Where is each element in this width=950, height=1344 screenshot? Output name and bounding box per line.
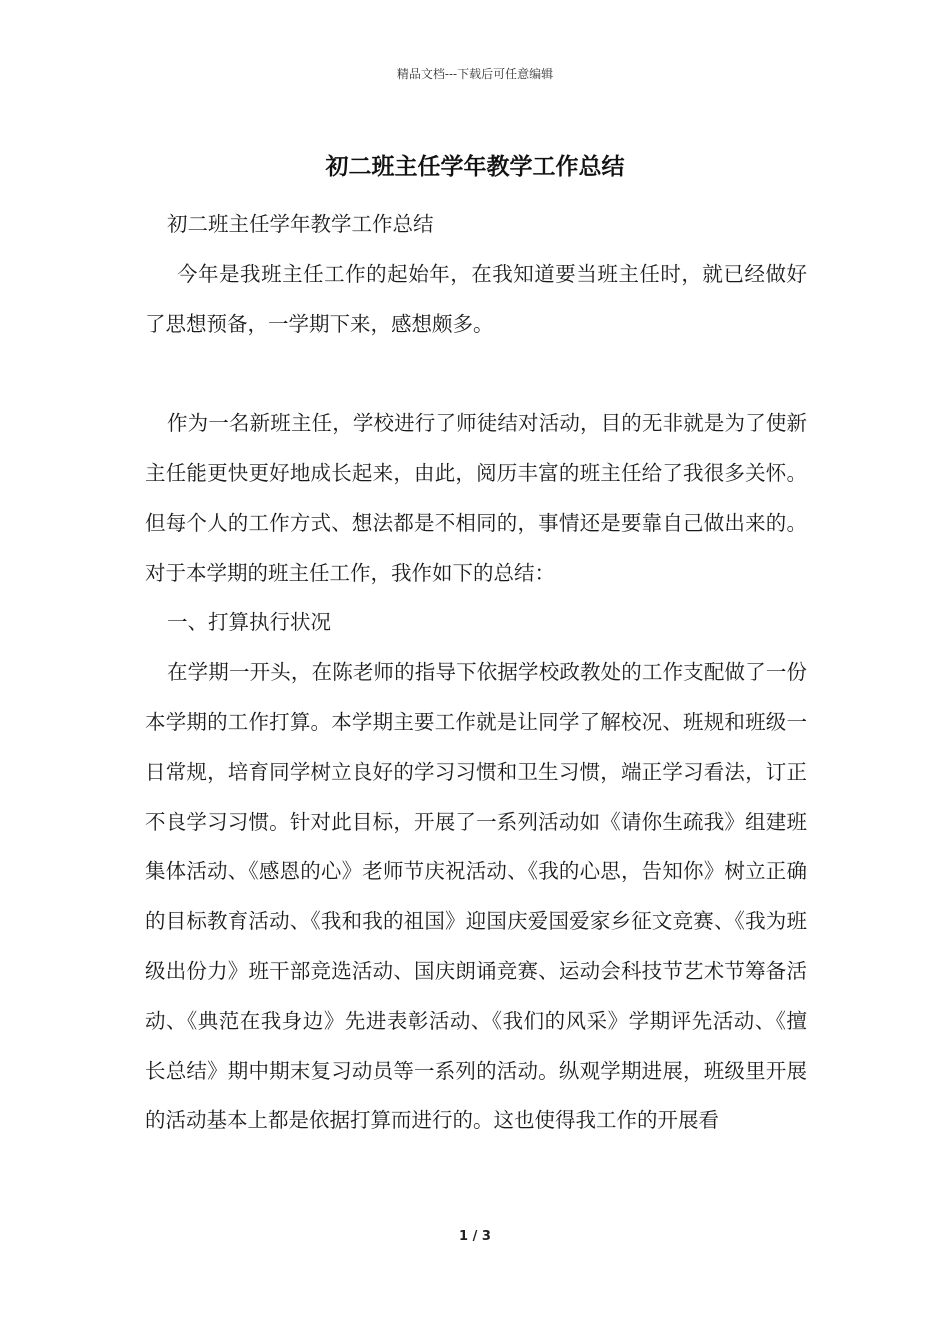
body-paragraph-intro: 今年是我班主任工作的起始年，在我知道要当班主任时，就已经做好了思想预备，一学期下来，感想颇多。 <box>145 261 807 336</box>
subtitle-paragraph: 初二班主任学年教学工作总结 <box>167 212 434 236</box>
body-paragraph-mentoring: 作为一名新班主任，学校进行了师徒结对活动，目的无非就是为了使新主任能更快更好地成长起来，由此，阅历丰富的班主任给了我很多关怀。但每个人的工作方式、想法都是不相同的，事情还是要靠自己做出来的。对于本学期的班主任工作，我作如下的总结： <box>145 411 807 585</box>
document-body <box>145 200 807 1146</box>
page-header-note: 精品文档---下载后可任意编辑 <box>396 67 554 81</box>
section-heading-plan: 一、打算执行状况 <box>167 610 331 635</box>
body-paragraph-plan: 在学期一开头，在陈老师的指导下依据学校政教处的工作支配做了一份本学期的工作打算。本学期主要工作就是让同学了解校况、班规和班级一日常规，培育同学树立良好的学习习惯和卫生习惯，端正学习看法，订正不良学习习惯。针对此目标，开展了一系列活动如《请你生疏我》组建班集体活动、《感恩的心》老师节庆祝活动、《我的心思，告知你》树立正确的目标教育活动、《我和我的祖国》迎国庆爱国爱家乡征文竞赛、《我为班级出份力》班干部竞选活动、国庆朗诵竞赛、运动会科技节艺术节筹备活动、《典范在我身边》先进表彰活动、《我们的风采》学期评先活动、《擅长总结》期中期末复习动员等一系列的活动。纵观学期进展，班级里开展的活动基本上都是依据打算而进行的。这也使得我工作的开展看 <box>145 660 807 1133</box>
page-number: 1 / 3 <box>459 1229 491 1244</box>
document-title: 初二班主任学年教学工作总结 <box>325 153 625 180</box>
